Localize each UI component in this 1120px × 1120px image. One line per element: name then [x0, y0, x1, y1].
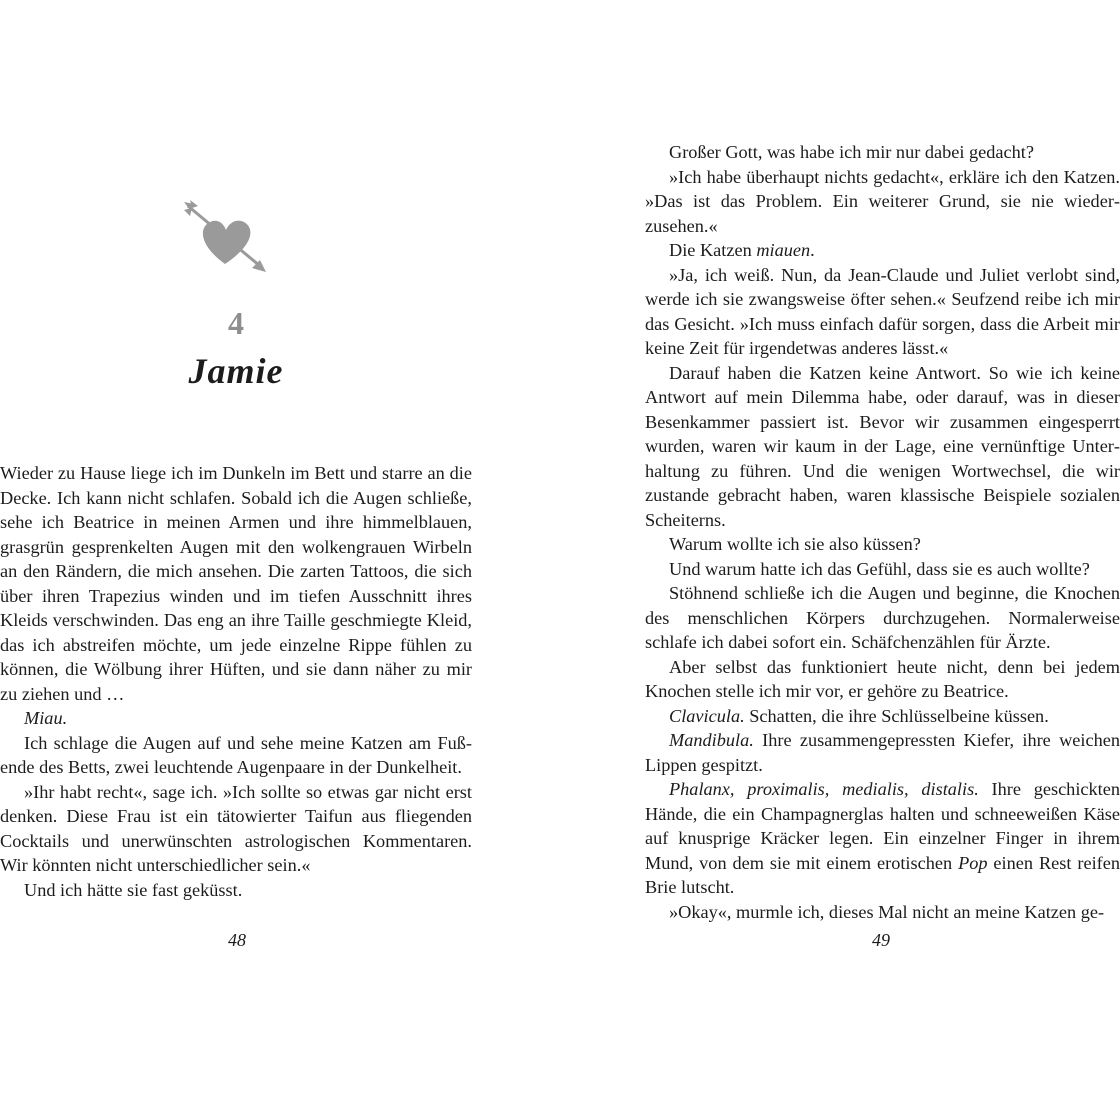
- text-run: Ihre geschickten Hände, die ein Champagnerglas halten und schneeweißen Käse auf knusprige Kräcker legen. Ein einzelner Finger in ihrem Mund, von dem sie mit einem erotischen: [645, 779, 1120, 873]
- left-page: [0, 0, 472, 1120]
- italic-text: Clavicula.: [669, 705, 745, 726]
- italic-text: Pop: [958, 852, 988, 873]
- chapter-number: 4: [228, 305, 244, 341]
- paragraph: [645, 704, 1120, 729]
- paragraph: Stöhnend schließe ich die Augen und beginne, die Knochen des menschlichen Körpers durchzugehen. Normalerweise schlafe ich dabei sofort ein. Schäfchenzählen für Ärzte.: [645, 583, 1120, 652]
- left-page-text: [0, 461, 472, 902]
- page-number: 48: [228, 930, 246, 950]
- paragraph: »Okay«, murmle ich, dieses Mal nicht an meine Katzen ge-: [669, 901, 1105, 922]
- italic-text: miauen: [756, 240, 811, 260]
- paragraph: [645, 777, 1120, 900]
- paragraph: Aber selbst das funktioniert heute nicht, denn bei jedem Knochen stelle ich mir vor, er gehöre zu Beatrice.: [645, 656, 1120, 701]
- chapter-title: Jamie: [188, 351, 284, 391]
- paragraph: »Ja, ich weiß. Nun, da Jean-Claude und Juliet verlobt sind, werde ich sie zwangsweise öfter sehen.« Seufzend reibe ich mir das Gesicht. »Ich muss einfach dafür sorgen, dass die Arbeit mir keine Zeit für irgendetwas anderes lässt.«: [645, 264, 1120, 358]
- italic-text: Miau.: [24, 708, 68, 728]
- paragraph: Darauf haben die Katzen keine Antwort. So wie ich keine Antwort auf mein Dilemma habe, oder darauf, was in dieser Besenkammer passiert ist. Bevor wir zusammen eingesperrt wurden, waren wir kaum in der Lage, eine vernünftige Unterhaltung zu führen. Und die wenigen Wortwechsel, die wir zustande gebracht haben, waren klassische Beispiele sozialen Scheiterns.: [645, 362, 1120, 530]
- paragraph: Wieder zu Hause liege ich im Dunkeln im Bett und starre an die Decke. Ich kann nicht schlafen. Sobald ich die Augen schließe, sehe ich Beatrice in meinen Armen und ihre himmelblauen, grasgrün gesprenkelten Augen mit den wolkengrauen Wirbeln an den Rändern, die mich ansehen. Die zarten Tattoos, die sich über ihren Trapezius winden und im tiefen Ausschnitt ihres Kleids verschwinden. Das eng an ihre Taille geschmiegte Kleid, das ich abstreifen möchte, um jede einzelne Rippe fühlen zu können, die Wölbung ihrer Hüften, und sie dann näher zu mir zu ziehen und …: [0, 463, 472, 704]
- heart-with-arrow-icon: [180, 198, 270, 278]
- paragraph: Warum wollte ich sie also küssen?: [669, 534, 921, 554]
- paragraph: Und warum hatte ich das Gefühl, dass sie es auch wollte?: [669, 558, 1090, 579]
- paragraph: Großer Gott, was habe ich mir nur dabei gedacht?: [669, 142, 1034, 162]
- paragraph: [0, 706, 472, 731]
- right-page: [645, 0, 1120, 1120]
- paragraph: »Ich habe überhaupt nichts gedacht«, erkläre ich den Katzen. »Das ist das Problem. Ein weiterer Grund, sie nie wiederzusehen.«: [645, 166, 1120, 236]
- page-number: 49: [872, 930, 890, 950]
- italic-text: Mandibula.: [669, 730, 754, 750]
- text-run: .: [810, 240, 815, 260]
- text-run: einen Rest reifen Brie lutscht.: [645, 852, 1120, 897]
- paragraph: [645, 238, 1120, 263]
- paragraph: Und ich hätte sie fast geküsst.: [24, 879, 243, 900]
- right-page-text: [645, 140, 1120, 924]
- paragraph: [645, 728, 1120, 777]
- text-run: Ihre zusammengepressten Kiefer, ihre weichen Lippen gespitzt.: [645, 730, 1120, 775]
- paragraph: Ich schlage die Augen auf und sehe meine Katzen am Fußende des Betts, zwei leuchtende Augenpaare in der Dunkelheit.: [0, 732, 472, 777]
- italic-text: Phalanx, proximalis, medialis, distalis.: [669, 779, 979, 799]
- paragraph: »Ihr habt recht«, sage ich. »Ich sollte so etwas gar nicht erst denken. Diese Frau ist ein tätowierter Taifun aus fliegenden Cocktails und unerwünschten astrologischen Kommentaren. Wir könnten nicht unterschiedlicher sein.«: [0, 781, 472, 875]
- text-run: Schatten, die ihre Schlüsselbeine küssen.: [744, 705, 1049, 726]
- text-run: Die Katzen: [669, 240, 757, 260]
